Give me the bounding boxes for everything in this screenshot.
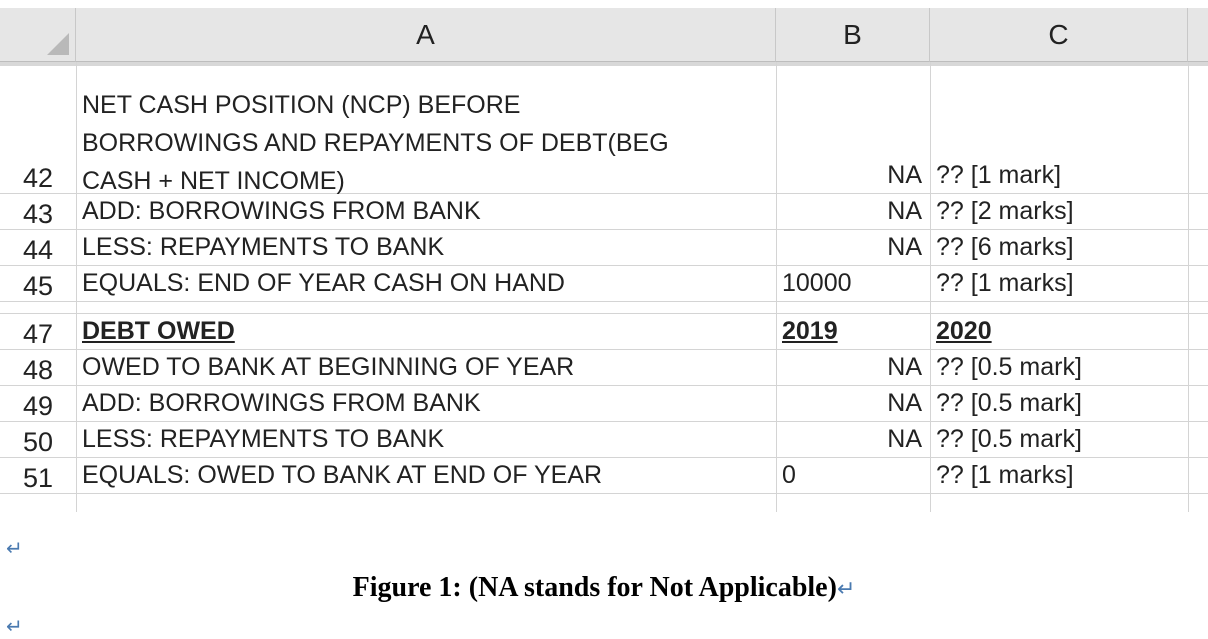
cell-b43[interactable]: NA — [887, 197, 922, 225]
cell-c47[interactable]: 2020 — [936, 317, 992, 345]
paragraph-return-icon: ↵ — [6, 616, 23, 638]
row-number[interactable]: 48 — [0, 355, 76, 385]
cell-a42-line2[interactable]: BORROWINGS AND REPAYMENTS OF DEBT(BEG — [82, 129, 669, 157]
cell-b48[interactable]: NA — [887, 353, 922, 381]
table-row — [0, 66, 1208, 194]
cell-a42-line3[interactable]: CASH + NET INCOME) — [82, 167, 345, 195]
cell-c51[interactable]: ?? [1 marks] — [936, 461, 1074, 489]
row-number[interactable]: 50 — [0, 427, 76, 457]
cell-a47[interactable]: DEBT OWED — [82, 317, 235, 345]
figure-caption — [0, 572, 1208, 604]
cell-c44[interactable]: ?? [6 marks] — [936, 233, 1074, 261]
cell-a44[interactable]: LESS: REPAYMENTS TO BANK — [82, 233, 445, 261]
table-row — [0, 458, 1208, 494]
paragraph-return-icon: ↵ — [6, 538, 23, 560]
cell-c49[interactable]: ?? [0.5 mark] — [936, 389, 1082, 417]
cell-c48[interactable]: ?? [0.5 mark] — [936, 353, 1082, 381]
column-header-b[interactable]: B — [776, 8, 930, 62]
row-number[interactable]: 51 — [0, 463, 76, 493]
cell-a42-line1[interactable]: NET CASH POSITION (NCP) BEFORE — [82, 91, 521, 119]
table-row — [0, 314, 1208, 350]
table-row — [0, 386, 1208, 422]
cell-b42[interactable]: NA — [887, 161, 922, 189]
column-header-c[interactable]: C — [930, 8, 1188, 62]
row-number[interactable]: 43 — [0, 199, 76, 229]
cell-b50[interactable]: NA — [887, 425, 922, 453]
cell-b45[interactable]: 10000 — [782, 269, 852, 297]
figure-caption-text: Figure 1: (NA stands for Not Applicable) — [352, 572, 837, 603]
table-row — [0, 194, 1208, 230]
cell-a45[interactable]: EQUALS: END OF YEAR CASH ON HAND — [82, 269, 565, 297]
cell-c42[interactable]: ?? [1 mark] — [936, 161, 1062, 189]
cell-b44[interactable]: NA — [887, 233, 922, 261]
cell-b51[interactable]: 0 — [782, 461, 796, 489]
cell-b49[interactable]: NA — [887, 389, 922, 417]
cell-a43[interactable]: ADD: BORROWINGS FROM BANK — [82, 197, 481, 225]
table-row — [0, 350, 1208, 386]
collapsed-row — [0, 302, 1208, 314]
row-number[interactable]: 45 — [0, 271, 76, 301]
cell-a49[interactable]: ADD: BORROWINGS FROM BANK — [82, 389, 481, 417]
column-header-d[interactable] — [1188, 8, 1208, 62]
table-row — [0, 266, 1208, 302]
row-number[interactable]: 44 — [0, 235, 76, 265]
cell-b47[interactable]: 2019 — [782, 317, 838, 345]
column-header-a[interactable]: A — [76, 8, 776, 62]
table-row — [0, 230, 1208, 266]
select-all-triangle-icon — [47, 33, 69, 55]
row-number[interactable]: 49 — [0, 391, 76, 421]
row-number[interactable]: 47 — [0, 319, 76, 349]
cell-a50[interactable]: LESS: REPAYMENTS TO BANK — [82, 425, 445, 453]
cell-a51[interactable]: EQUALS: OWED TO BANK AT END OF YEAR — [82, 461, 603, 489]
row-number[interactable]: 42 — [0, 163, 76, 193]
partial-row — [0, 494, 1208, 512]
select-all-corner[interactable] — [0, 8, 76, 62]
cell-a48[interactable]: OWED TO BANK AT BEGINNING OF YEAR — [82, 353, 575, 381]
table-row — [0, 422, 1208, 458]
paragraph-return-icon: ↵ — [836, 576, 856, 601]
cell-c45[interactable]: ?? [1 marks] — [936, 269, 1074, 297]
cell-c43[interactable]: ?? [2 marks] — [936, 197, 1074, 225]
cell-c50[interactable]: ?? [0.5 mark] — [936, 425, 1082, 453]
